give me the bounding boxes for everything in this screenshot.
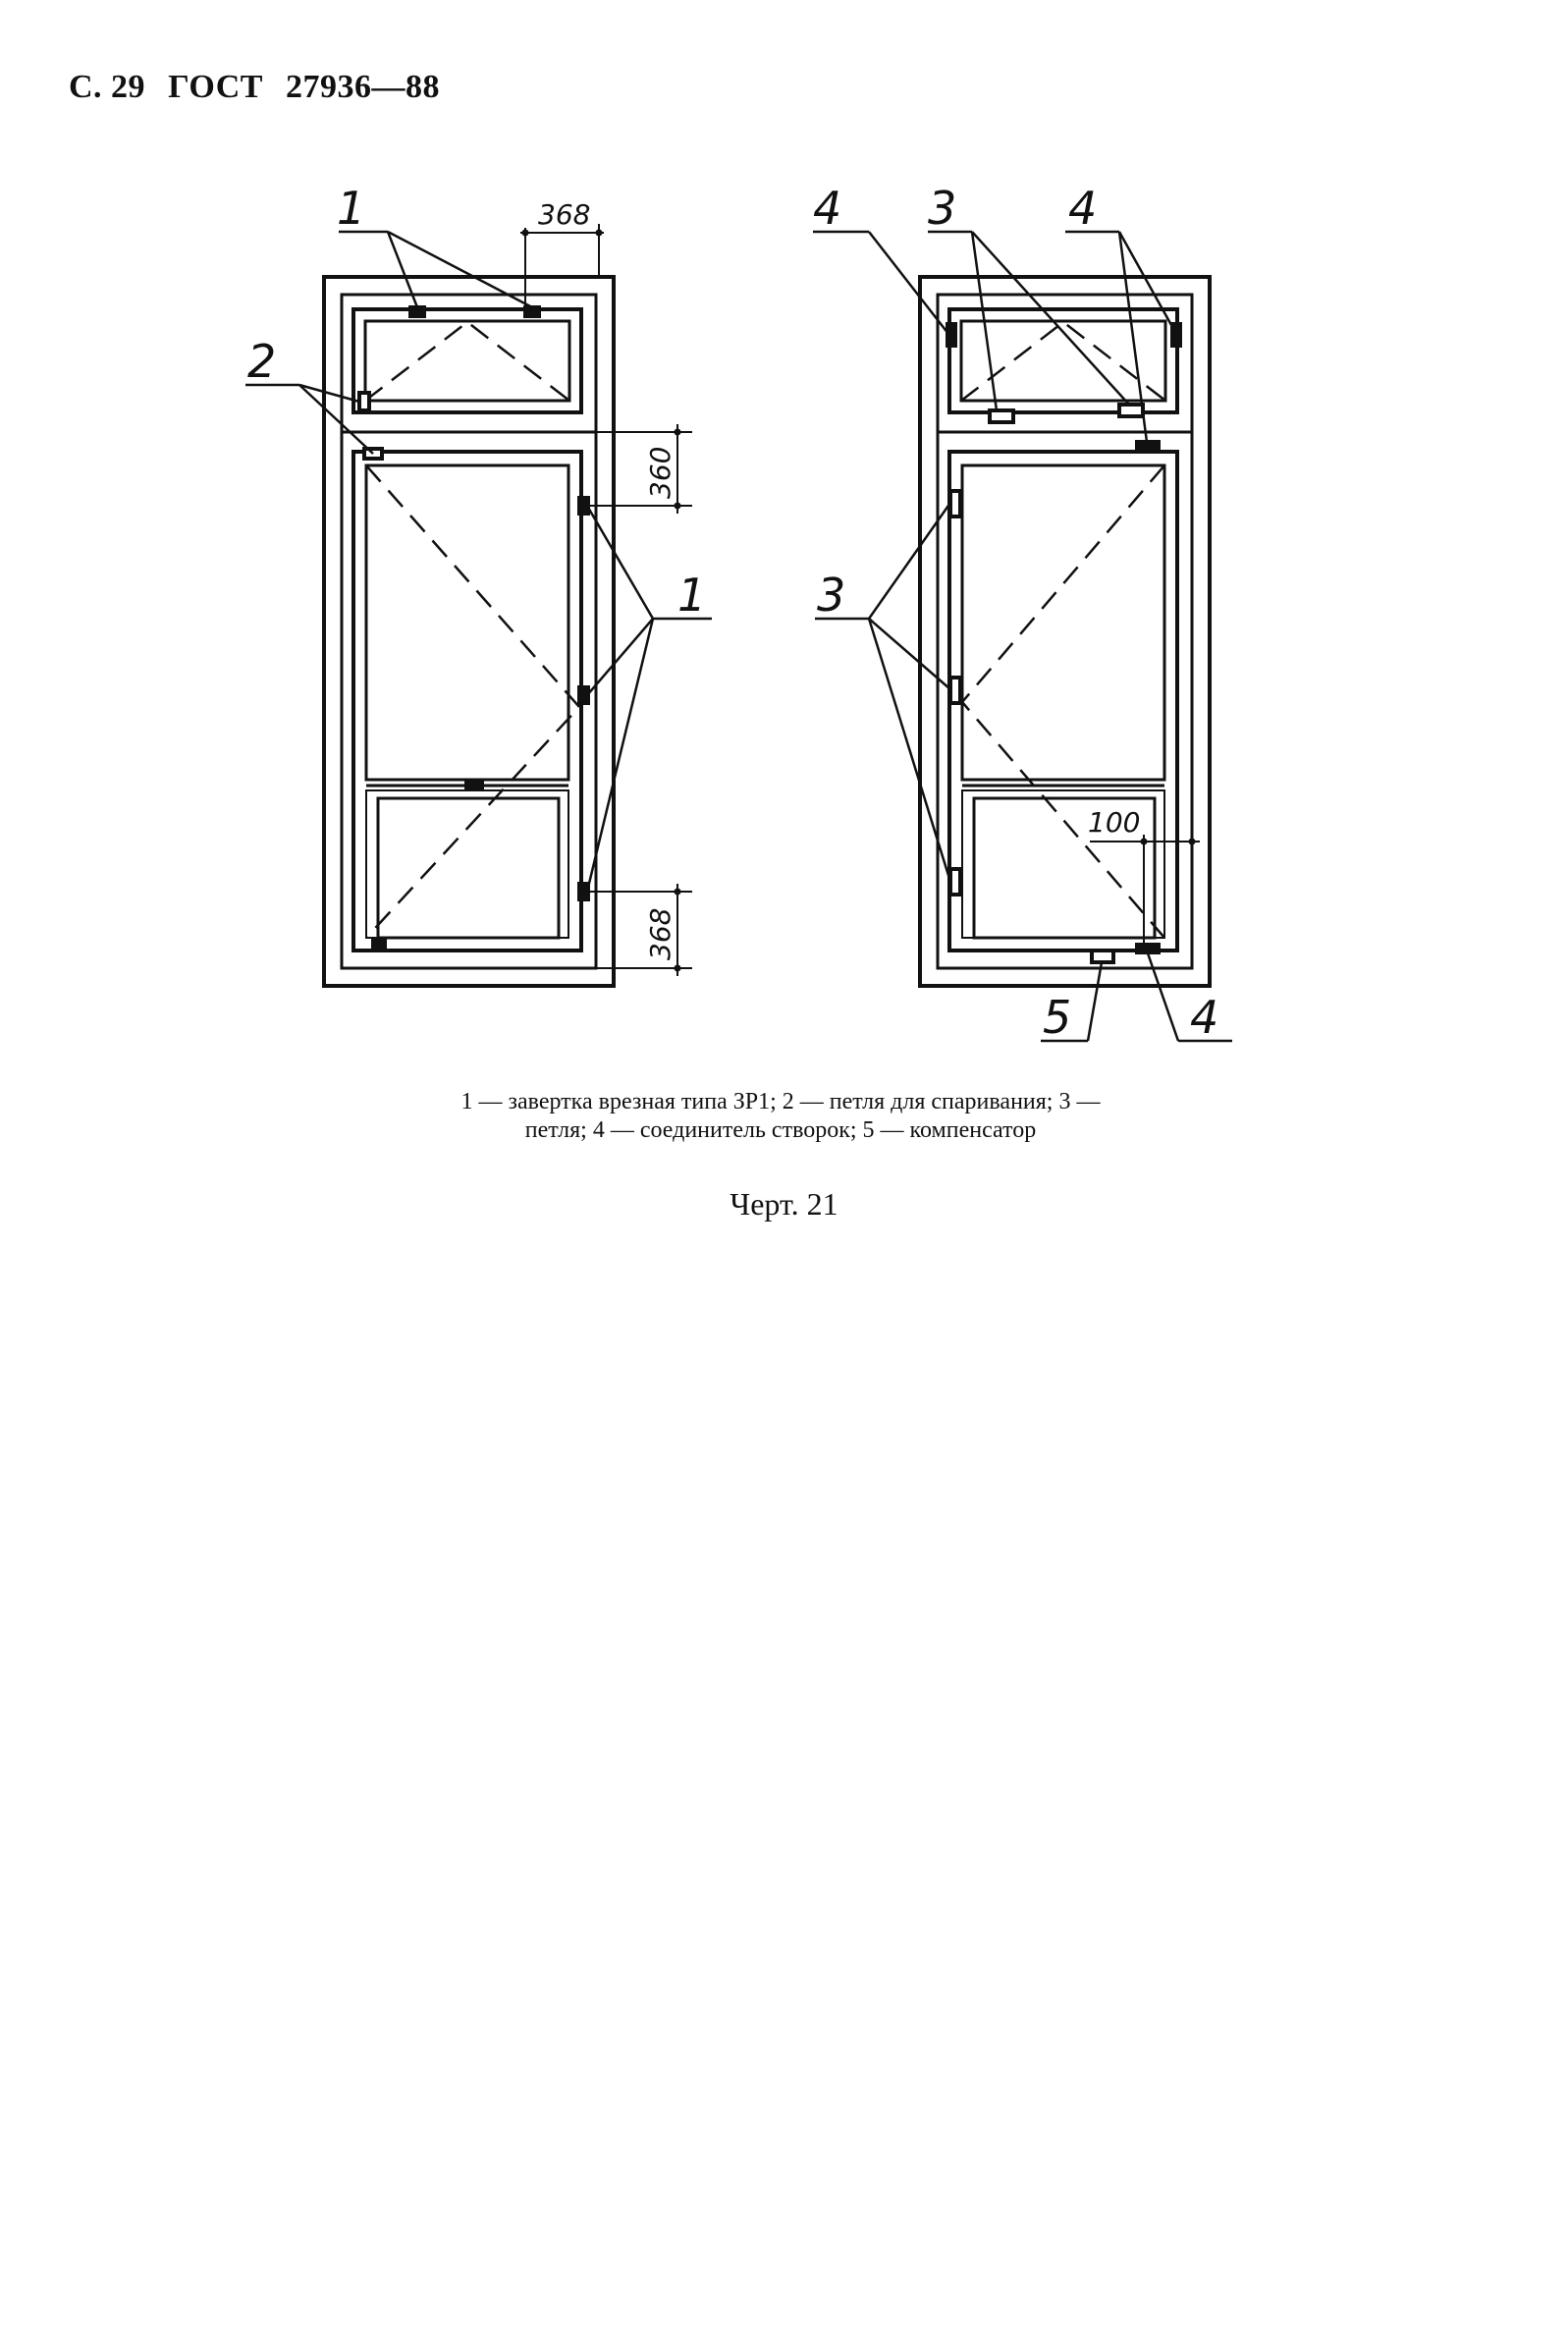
- right-hinge-top-b: [1119, 405, 1143, 416]
- right-callout-4-right: 4: [1068, 182, 1098, 235]
- left-fastener-top-a: [410, 307, 424, 316]
- right-dim-100: 100: [1088, 806, 1141, 839]
- left-fastener-side-2: [579, 687, 588, 703]
- left-bottom-mark: [373, 941, 385, 947]
- left-fastener-side-1: [579, 498, 588, 514]
- standard-label: ГОСТ: [168, 69, 263, 105]
- left-dim-360: 360: [644, 446, 676, 499]
- right-callout-3-top: 3: [928, 182, 957, 235]
- figure-legend: [245, 1088, 1316, 1145]
- left-callout-2: 2: [247, 335, 277, 388]
- left-dim-top: 368: [538, 198, 591, 231]
- legend-line-1: 1 — завертка врезная типа ЗР1; 2 — петля для спаривания; 3 —: [460, 1089, 1101, 1114]
- technical-drawing: [0, 0, 1568, 1080]
- right-callout-4-left: 4: [813, 182, 842, 235]
- left-main-sash: [353, 452, 581, 951]
- figure-caption: Черт. 21: [730, 1186, 838, 1222]
- right-dimension-lines: [1090, 835, 1200, 951]
- right-hinge-side-3: [950, 869, 960, 895]
- left-fastener-side-3: [579, 884, 588, 899]
- left-fastener-top-b: [525, 307, 539, 316]
- right-connector-top-left: [947, 324, 955, 346]
- right-hinge-side-1: [950, 491, 960, 516]
- right-callout-4-bottom: 4: [1190, 991, 1219, 1044]
- right-callout-5: 5: [1043, 991, 1072, 1044]
- right-compensator: [1092, 951, 1113, 962]
- legend-line-2: петля; 4 — соединитель створок; 5 — компенсатор: [524, 1117, 1037, 1143]
- right-hinge-side-2: [950, 678, 960, 703]
- right-hinge-top-a: [990, 410, 1013, 422]
- left-pair-hinge-a: [359, 393, 369, 410]
- right-callout-3-side: 3: [817, 569, 846, 622]
- page-number: С. 29: [69, 69, 146, 105]
- right-connector-mid: [1137, 442, 1159, 450]
- left-callout-1-top: 1: [337, 182, 366, 235]
- left-transom-glass: [365, 321, 569, 401]
- right-window: [813, 182, 1232, 1044]
- left-transom-sash: [353, 309, 581, 412]
- left-callout-1-side: 1: [677, 569, 707, 622]
- standard-number: 27936—88: [285, 69, 440, 105]
- left-dimension-ticks: [522, 230, 681, 972]
- left-dimension-lines: [520, 224, 692, 976]
- left-main-glass-upper: [366, 465, 568, 780]
- left-window: [245, 182, 712, 986]
- left-main-glass-lower-inner: [366, 790, 568, 938]
- left-opening-lines: [365, 322, 579, 938]
- left-dim-368-bottom: 368: [644, 907, 676, 960]
- left-main-glass-lower: [378, 798, 559, 938]
- left-impost-mark: [466, 782, 482, 788]
- right-main-glass-upper: [962, 465, 1164, 780]
